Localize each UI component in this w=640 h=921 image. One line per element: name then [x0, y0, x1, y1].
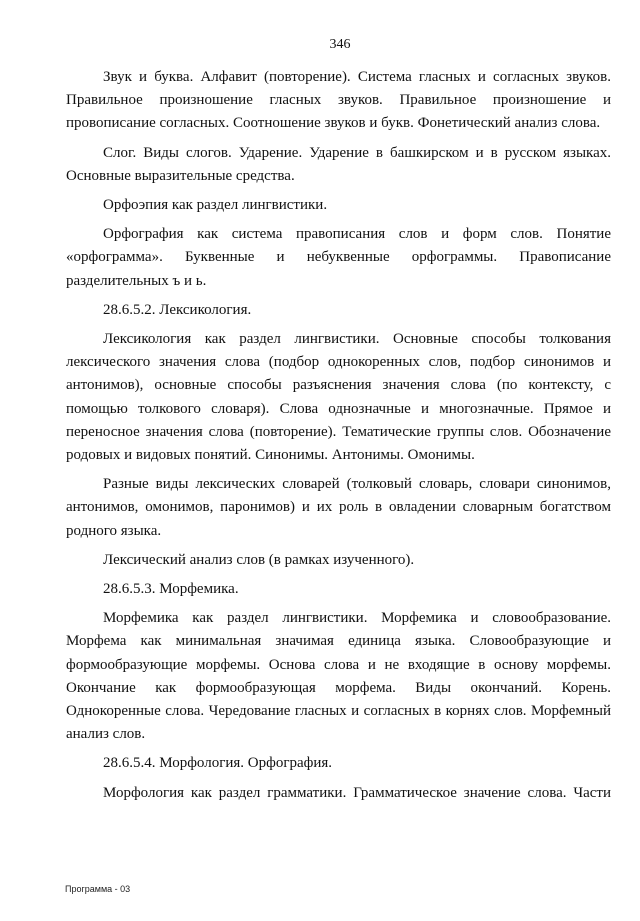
section-heading-morphology: 28.6.5.4. Морфология. Орфография.	[103, 755, 333, 772]
paragraph-orthoepy: Орфоэпия как раздел лингвистики.	[103, 197, 328, 214]
paragraph-phonetics: Звук и буква. Алфавит (повторение). Система гласных и согласных звуков. Правильное произношение гласных звуков. Правильное произношение и провописание согласных. Соотношение звуков и букв. Фонетический анализ слова.	[66, 69, 611, 132]
paragraph-morphology: Морфология как раздел грамматики. Грамматическое значение слова. Части	[103, 784, 611, 801]
paragraph-dictionaries: Разные виды лексических словарей (толковый словарь, словари синонимов, антонимов, омонимов, паронимов) и их роль в овладении словарным богатством родного языка.	[66, 476, 611, 539]
footer-program-label: Программа - 03	[65, 884, 131, 894]
paragraph-morphemics: Морфемика как раздел лингвистики. Морфемика и словообразование. Морфема как минимальная значимая единица языка. Словообразующие и формообразующие морфемы. Основа слова и не входящие в основу морфемы. Окончание как формообразующая морфема. Виды окончаний. Корень. Однокоренные слова. Чередование гласных и согласных в корнях слов. Морфемный анализ слов.	[66, 610, 611, 743]
section-heading-morphemics: 28.6.5.3. Морфемика.	[103, 581, 239, 598]
section-heading-lexicology: 28.6.5.2. Лексикология.	[103, 301, 252, 318]
page-number: 346	[329, 37, 351, 52]
paragraph-lexical-analysis: Лексический анализ слов (в рамках изученного).	[103, 551, 415, 568]
paragraph-syllable: Слог. Виды слогов. Ударение. Ударение в башкирском и в русском языках. Основные выразительные средства.	[66, 144, 611, 184]
document-body	[66, 66, 611, 805]
paragraph-lexicology: Лексикология как раздел лингвистики. Основные способы толкования лексического значения слова (подбор однокоренных слов, подбор синонимов и антонимов), основные способы разъяснения значения слова (по контексту, с помощью толкового словаря). Слова однозначные и многозначные. Прямое и переносное значения слова (повторение). Тематические группы слов. Обозначение родовых и видовых понятий. Синонимы. Антонимы. Омонимы.	[66, 331, 611, 464]
paragraph-orthography: Орфография как система правописания слов и форм слов. Понятие «орфограмма». Буквенные и небуквенные орфограммы. Правописание разделительных ъ и ь.	[66, 226, 611, 289]
